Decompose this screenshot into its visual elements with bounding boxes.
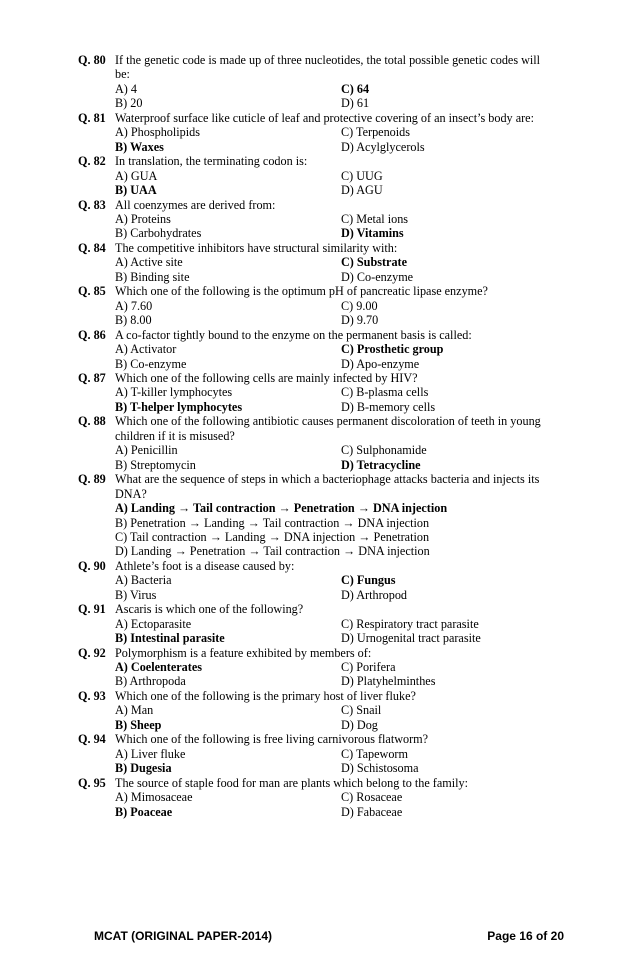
question-item — [78, 776, 556, 819]
question-item — [78, 111, 556, 154]
answer-option: A) 7.60 — [115, 298, 153, 313]
answer-option: A) Ectoparasite — [115, 616, 192, 631]
question-number: Q. 95 — [78, 775, 106, 790]
answer-option: B) Streptomycin — [115, 457, 196, 472]
question-item — [78, 198, 556, 241]
answer-option: C) Porifera — [341, 660, 396, 675]
answer-option: A) 4 — [115, 81, 138, 96]
question-item — [78, 284, 556, 327]
answer-options — [115, 747, 556, 776]
question-text: Which one of the following is the optimum pH of pancreatic lipase enzyme? — [115, 284, 488, 299]
answer-option: A) T-killer lymphocytes — [115, 385, 233, 400]
question-text: Which one of the following cells are mainly infected by HIV? — [115, 370, 418, 385]
question-number: Q. 80 — [78, 53, 106, 67]
answer-option: D) Arthropod — [341, 587, 408, 602]
answer-option: D) AGU — [341, 183, 383, 198]
question-item — [78, 328, 556, 371]
question-number: Q. 90 — [78, 558, 106, 573]
answer-options — [115, 212, 556, 241]
answer-option: A) Activator — [115, 342, 177, 357]
answer-option: A) Liver fluke — [115, 746, 186, 761]
answer-option: D) 9.70 — [341, 313, 379, 328]
question-text: The competitive inhibitors have structural similarity with: — [115, 240, 398, 255]
answer-options — [115, 617, 556, 646]
answer-options — [115, 255, 556, 284]
answer-option: D) Co-enzyme — [341, 269, 414, 284]
answer-options — [115, 703, 556, 732]
answer-option: D) Landing → Penetration → Tail contraction → DNA injection — [115, 544, 430, 559]
question-text: Waterproof surface like cuticle of leaf and protective covering of an insect’s body are: — [115, 110, 534, 125]
question-item — [78, 472, 556, 559]
question-text: Which one of the following antibiotic causes permanent discoloration of teeth in young children if it is misused? — [115, 414, 541, 443]
correct-answer-option: D) Tetracycline — [341, 457, 421, 472]
answer-options — [115, 501, 556, 559]
answer-options — [115, 443, 556, 472]
answer-option: C) B-plasma cells — [341, 385, 429, 400]
question-number: Q. 85 — [78, 284, 106, 299]
question-item — [78, 689, 556, 732]
footer-exam-title: MCAT (ORIGINAL PAPER-2014) — [94, 929, 273, 943]
correct-answer-option: B) Poaceae — [115, 804, 173, 819]
question-item — [78, 241, 556, 284]
answer-option: A) Proteins — [115, 211, 171, 226]
answer-option: D) Schistosoma — [341, 761, 419, 776]
question-text: What are the sequence of steps in which a bacteriophage attacks bacteria and injects its DNA? — [115, 472, 540, 501]
answer-options — [115, 125, 556, 154]
answer-option: A) Bacteria — [115, 573, 172, 588]
answer-option: B) 8.00 — [115, 313, 152, 328]
page-footer — [94, 929, 564, 943]
answer-option: C) Sulphonamide — [341, 443, 427, 458]
answer-option: C) 9.00 — [341, 298, 378, 313]
answer-option: B) Co-enzyme — [115, 356, 187, 371]
question-item — [78, 559, 556, 602]
answer-option: D) Fabaceae — [341, 804, 403, 819]
question-number: Q. 91 — [78, 602, 106, 617]
question-number: Q. 94 — [78, 732, 106, 747]
correct-answer-option: B) T-helper lymphocytes — [115, 399, 243, 414]
answer-option: B) Carbohydrates — [115, 226, 202, 241]
question-number: Q. 89 — [78, 472, 106, 487]
question-number: Q. 93 — [78, 688, 106, 703]
answer-option: C) Terpenoids — [341, 125, 410, 140]
correct-answer-option: C) Fungus — [341, 573, 396, 588]
question-number: Q. 82 — [78, 154, 106, 169]
question-number: Q. 81 — [78, 110, 106, 125]
answer-option: D) 61 — [341, 96, 370, 111]
question-text: Which one of the following is free living carnivorous flatworm? — [115, 732, 429, 747]
question-item — [78, 602, 556, 645]
correct-answer-option: B) UAA — [115, 183, 157, 198]
correct-answer-option: B) Intestinal parasite — [115, 631, 225, 646]
question-item — [78, 53, 556, 111]
answer-options — [115, 573, 556, 602]
correct-answer-option: B) Waxes — [115, 139, 164, 154]
answer-options — [115, 385, 556, 414]
answer-option: D) B-memory cells — [341, 399, 436, 414]
answer-option: D) Platyhelminthes — [341, 674, 436, 689]
question-text: A co-factor tightly bound to the enzyme on the permanent basis is called: — [115, 327, 472, 342]
question-text: If the genetic code is made up of three nucleotides, the total possible genetic codes will be: — [115, 53, 541, 82]
question-list — [78, 53, 556, 819]
question-text: In translation, the terminating codon is: — [115, 154, 308, 169]
answer-options — [115, 342, 556, 371]
answer-option: C) Metal ions — [341, 211, 409, 226]
answer-option: A) GUA — [115, 168, 158, 183]
correct-answer-option: C) Prosthetic group — [341, 342, 444, 357]
answer-option: A) Phospholipids — [115, 125, 200, 140]
correct-answer-option: B) Sheep — [115, 717, 162, 732]
question-number: Q. 87 — [78, 370, 106, 385]
question-number: Q. 86 — [78, 327, 106, 342]
answer-option: D) Dog — [341, 717, 378, 732]
answer-option: D) Acylglycerols — [341, 139, 425, 154]
answer-option: A) Mimosaceae — [115, 790, 193, 805]
correct-answer-option: C) 64 — [341, 81, 370, 96]
question-item — [78, 646, 556, 689]
question-item — [78, 154, 556, 197]
answer-options — [115, 299, 556, 328]
answer-option: B) 20 — [115, 96, 143, 111]
footer-page-number: Page 16 of 20 — [487, 929, 564, 943]
question-item — [78, 414, 556, 472]
answer-options — [115, 660, 556, 689]
answer-options — [115, 790, 556, 819]
answer-option: C) Tail contraction → Landing → DNA injection → Penetration — [115, 529, 430, 544]
answer-option: B) Arthropoda — [115, 674, 186, 689]
answer-option: B) Virus — [115, 587, 157, 602]
answer-option: C) Respiratory tract parasite — [341, 616, 479, 631]
question-text: Which one of the following is the primary host of liver fluke? — [115, 688, 416, 703]
answer-option: C) Tapeworm — [341, 746, 408, 761]
question-number: Q. 88 — [78, 414, 106, 429]
answer-option: A) Man — [115, 703, 154, 718]
question-number: Q. 83 — [78, 197, 106, 212]
answer-option: C) Snail — [341, 703, 382, 718]
correct-answer-option: D) Vitamins — [341, 226, 404, 241]
answer-options — [115, 82, 556, 111]
question-text: Athlete’s foot is a disease caused by: — [115, 558, 295, 573]
answer-option: A) Penicillin — [115, 443, 178, 458]
question-text: Polymorphism is a feature exhibited by members of: — [115, 645, 372, 660]
question-number: Q. 84 — [78, 240, 106, 255]
question-text: The source of staple food for man are plants which belong to the family: — [115, 775, 468, 790]
answer-option: B) Penetration → Landing → Tail contraction → DNA injection — [115, 515, 430, 530]
question-text: All coenzymes are derived from: — [115, 197, 276, 212]
answer-option: D) Apo-enzyme — [341, 356, 420, 371]
correct-answer-option: C) Substrate — [341, 255, 408, 270]
correct-answer-option: A) Landing → Tail contraction → Penetration → DNA injection — [115, 501, 448, 516]
question-item — [78, 732, 556, 775]
answer-option: D) Urnogenital tract parasite — [341, 631, 481, 646]
correct-answer-option: B) Dugesia — [115, 761, 172, 776]
answer-option: C) Rosaceae — [341, 790, 403, 805]
answer-option: B) Binding site — [115, 269, 190, 284]
answer-options — [115, 169, 556, 198]
answer-option: C) UUG — [341, 168, 383, 183]
question-number: Q. 92 — [78, 645, 106, 660]
question-item — [78, 371, 556, 414]
correct-answer-option: A) Coelenterates — [115, 660, 202, 675]
answer-option: A) Active site — [115, 255, 183, 270]
question-text: Ascaris is which one of the following? — [115, 602, 304, 617]
